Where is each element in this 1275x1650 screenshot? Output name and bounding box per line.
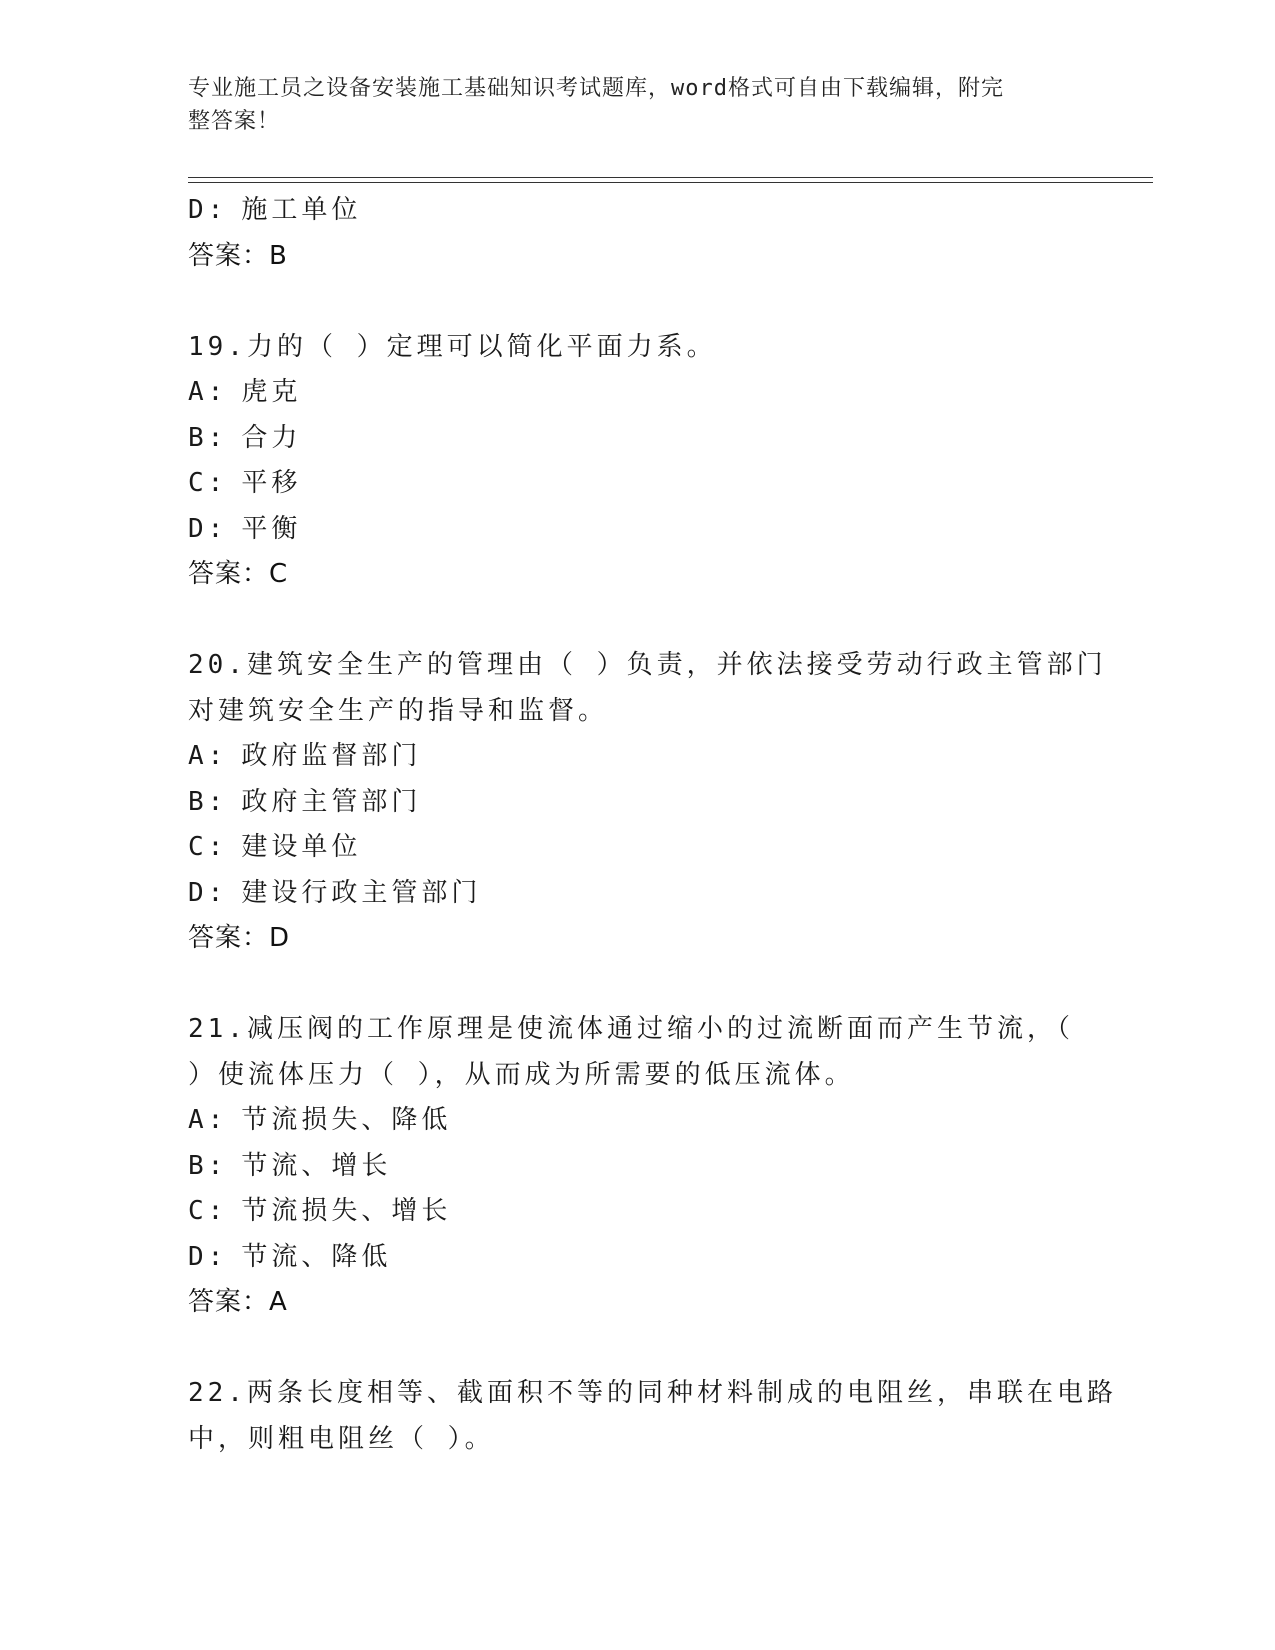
option-label: B: (188, 422, 228, 453)
option-label: C: (188, 832, 228, 862)
question-21 (188, 1007, 1088, 1326)
option-a (188, 1098, 1088, 1144)
header-line-2: 整答案！ (188, 109, 281, 134)
header-divider-bottom (188, 182, 1153, 183)
question-stem: 20.建筑安全生产的管理由（ ）负责，并依法接受劳动行政主管部门 (188, 650, 1107, 680)
option-text: 节流、增长 (241, 1150, 392, 1181)
header-line-1: 专业施工员之设备安装施工基础知识考试题库，word格式可自由下载编辑，附完 (188, 76, 1004, 101)
option-b (188, 1144, 1088, 1190)
document-body (188, 188, 1117, 1462)
option-label: A: (188, 741, 228, 771)
document-header (188, 72, 1088, 138)
option-label: C: (188, 468, 228, 498)
option-text: 政府监督部门 (241, 741, 422, 771)
question-22 (188, 1371, 1117, 1462)
option-text: 虎克 (241, 377, 302, 407)
option-a (188, 370, 1088, 416)
option-d (188, 188, 1088, 234)
option-text: 政府主管部门 (241, 786, 422, 817)
option-text: 平衡 (241, 513, 302, 544)
option-label: A: (188, 377, 228, 407)
question-stem-continued: 中，则粗电阻丝（ ）。 (188, 1423, 495, 1454)
answer-line: 答案：D (188, 923, 291, 953)
option-text: 节流、降低 (241, 1241, 392, 1272)
header-divider-top (188, 177, 1153, 178)
option-text: 建设行政主管部门 (241, 877, 482, 908)
option-label: B: (188, 786, 228, 817)
option-d (188, 507, 1088, 553)
option-label: D: (188, 513, 228, 544)
option-text: 节流损失、增长 (241, 1196, 452, 1226)
answer-line: 答案：B (188, 240, 288, 271)
option-b (188, 780, 1088, 826)
option-label: A: (188, 1105, 228, 1135)
option-d (188, 1235, 1088, 1281)
option-label: D: (188, 195, 228, 225)
question-19 (188, 325, 1088, 598)
option-b (188, 416, 1088, 462)
answer-line: 答案：A (188, 1287, 288, 1317)
question-stem: 19.力的（ ）定理可以简化平面力系。 (188, 331, 717, 362)
option-c (188, 825, 1088, 871)
option-text: 建设单位 (241, 832, 362, 862)
option-d (188, 871, 1088, 917)
question-stem: 21.减压阀的工作原理是使流体通过缩小的过流断面而产生节流，（ (188, 1014, 1074, 1044)
option-label: D: (188, 877, 228, 908)
option-label: C: (188, 1196, 228, 1226)
option-a (188, 734, 1088, 780)
answer-line: 答案：C (188, 559, 289, 589)
option-text: 施工单位 (241, 195, 362, 225)
question-stem: 22.两条长度相等、截面积不等的同种材料制成的电阻丝，串联在电路 (188, 1378, 1117, 1408)
question-stem-continued: ）使流体压力（ ），从而成为所需要的低压流体。 (188, 1059, 855, 1090)
question-stem-continued: 对建筑安全生产的指导和监督。 (188, 695, 609, 726)
option-c (188, 461, 1088, 507)
option-c (188, 1189, 1088, 1235)
question-20 (188, 643, 1107, 962)
option-text: 平移 (241, 468, 302, 498)
option-label: D: (188, 1241, 228, 1272)
option-label: B: (188, 1150, 228, 1181)
option-text: 节流损失、降低 (241, 1105, 452, 1135)
option-text: 合力 (241, 422, 302, 453)
